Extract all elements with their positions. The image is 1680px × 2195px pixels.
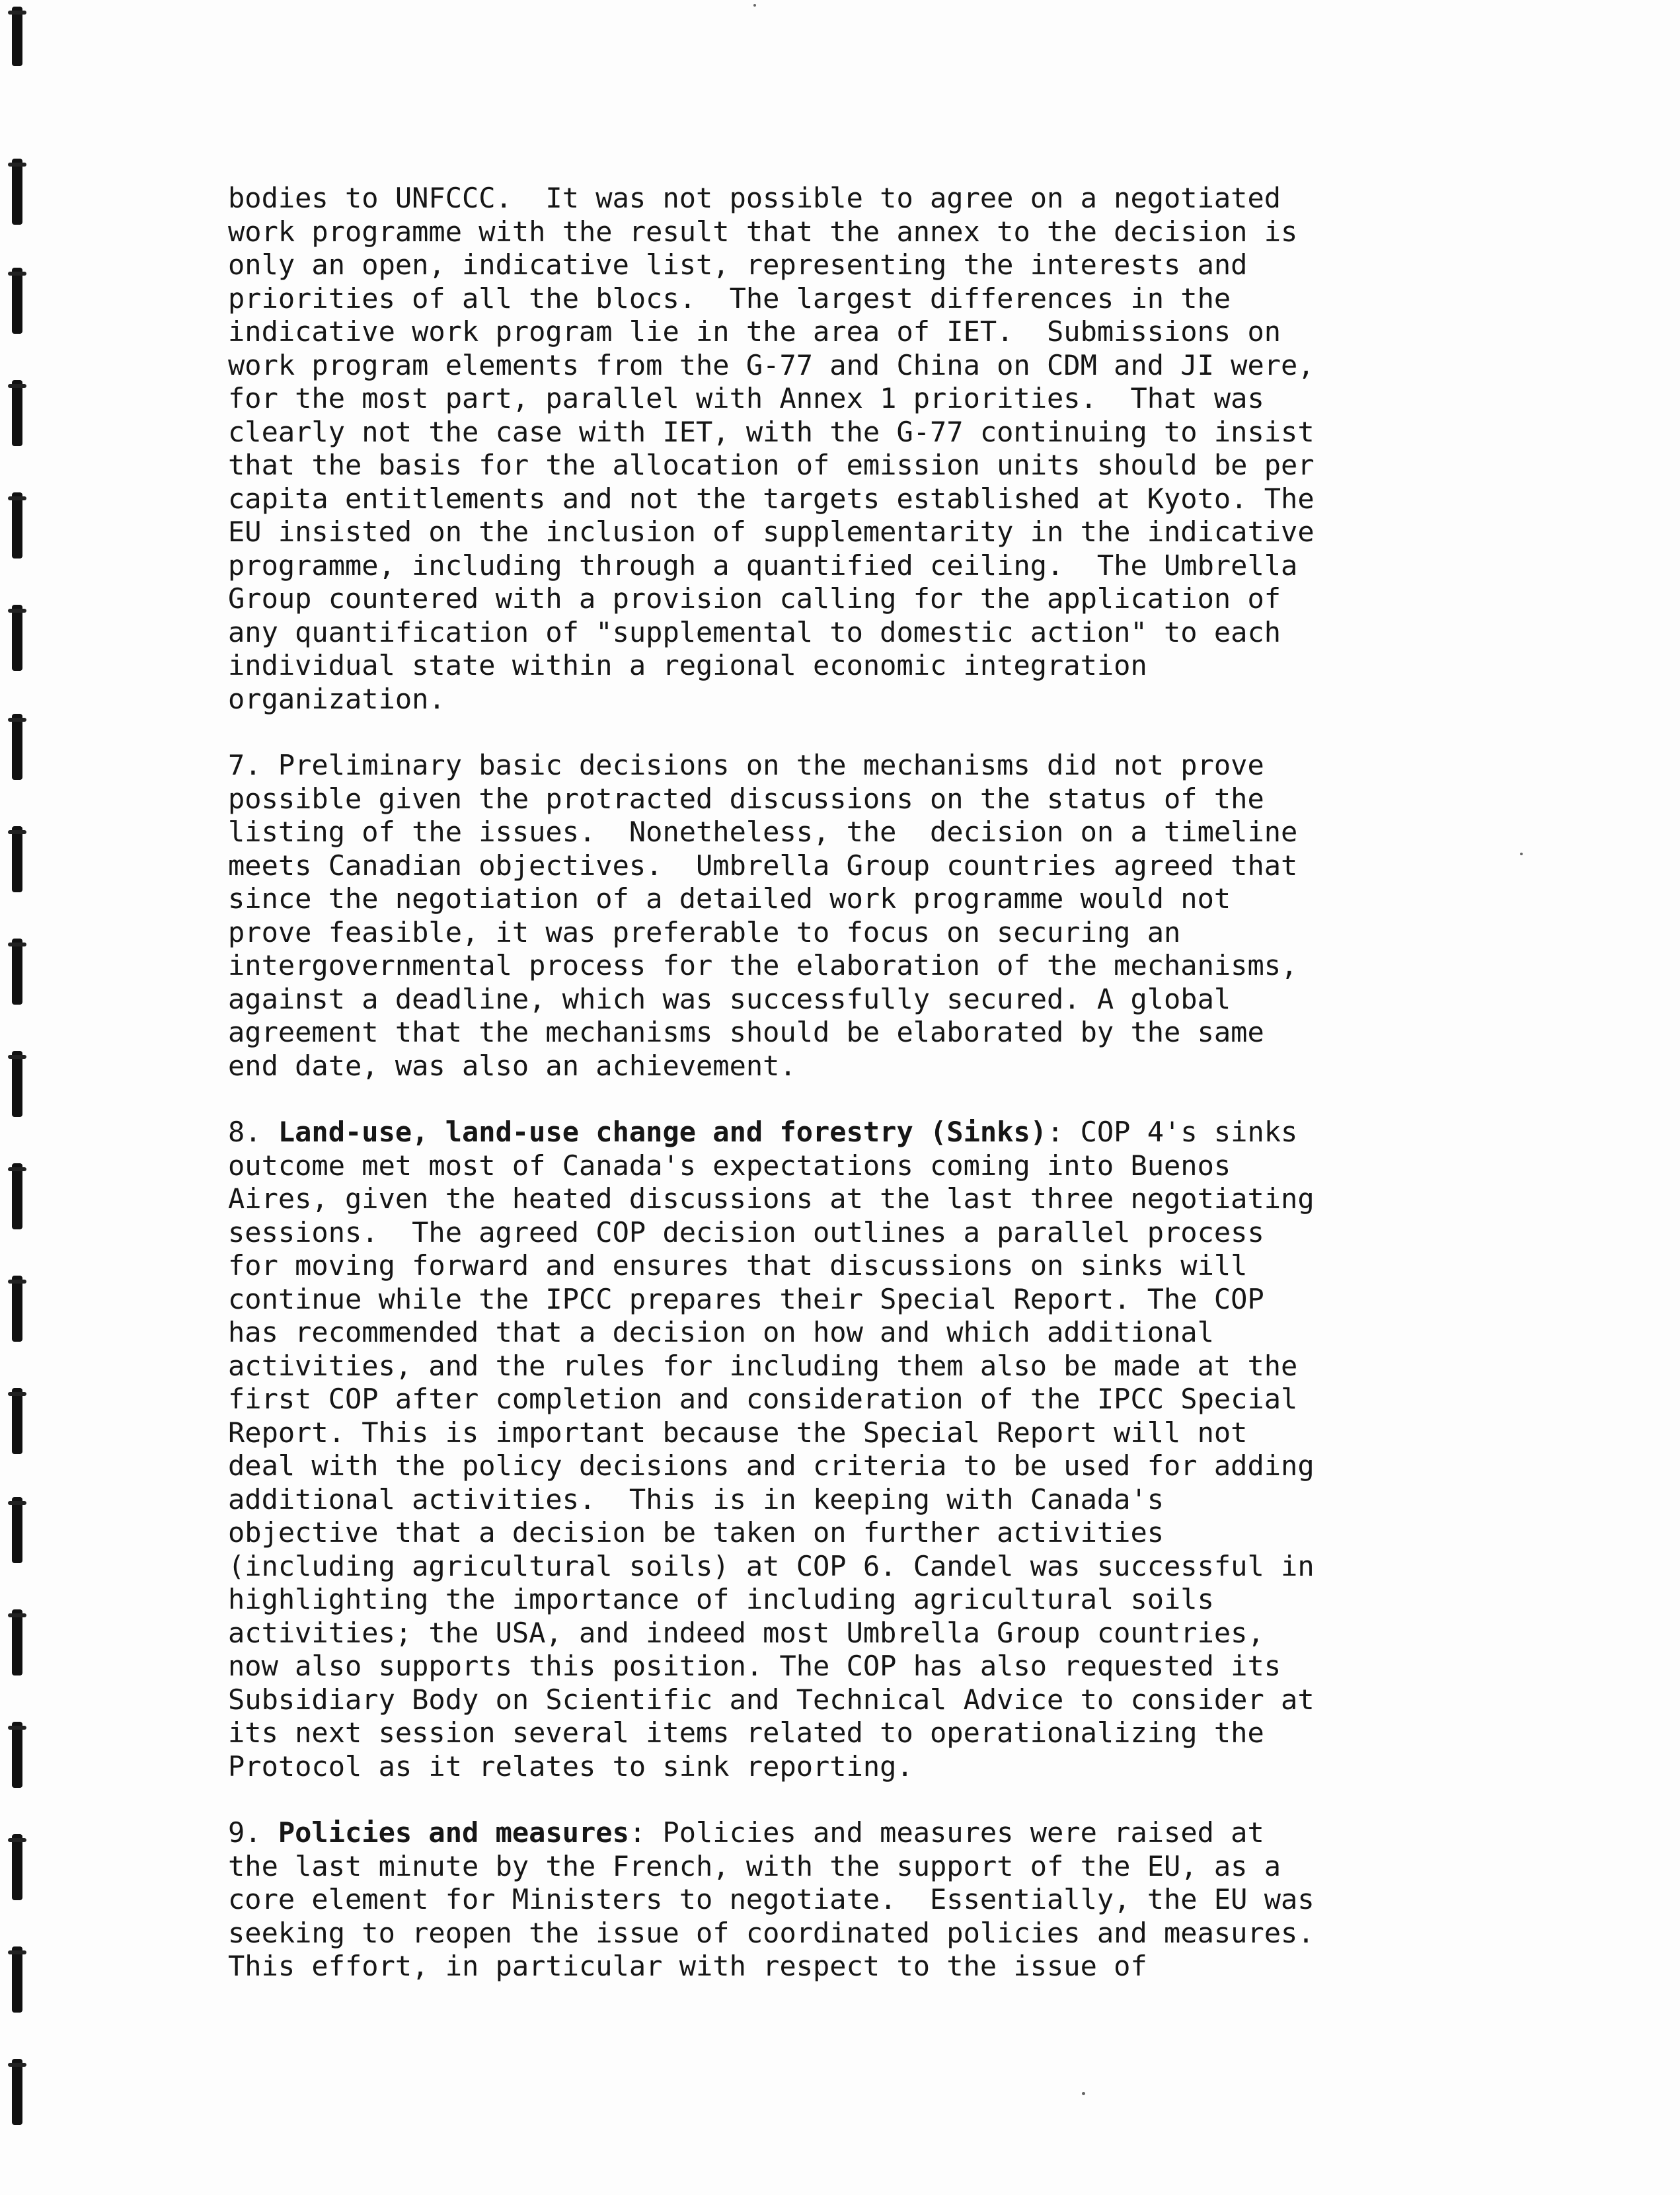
- text-line: Report. This is important because the Special Report will not: [228, 1416, 1248, 1449]
- text-line: activities; the USA, and indeed most Umbrella Group countries,: [228, 1616, 1264, 1649]
- text-line: the last minute by the French, with the support of the EU, as a: [228, 1849, 1281, 1882]
- punch-hole-icon: [12, 714, 22, 780]
- text-line: that the basis for the allocation of emission units should be per: [228, 449, 1315, 481]
- text-line: 7. Preliminary basic decisions on the mechanisms did not prove: [228, 749, 1264, 781]
- text-line: deal with the policy decisions and criteria to be used for adding: [228, 1449, 1315, 1482]
- paragraph: [228, 1816, 1550, 1983]
- text-line: objective that a decision be taken on further activities: [228, 1516, 1165, 1549]
- punch-hole-icon: [12, 939, 22, 1005]
- text-line: programme, including through a quantified ceiling. The Umbrella: [228, 549, 1298, 582]
- punch-hole-icon: [12, 268, 22, 334]
- text-line: end date, was also an achievement.: [228, 1049, 796, 1082]
- text-line: has recommended that a decision on how and which additional: [228, 1316, 1214, 1348]
- text-line: Protocol as it relates to sink reporting.: [228, 1750, 913, 1783]
- punch-hole-icon: [12, 492, 22, 558]
- binder-punch-marks: [0, 0, 40, 2195]
- text-line: Group countered with a provision calling for the application of: [228, 582, 1281, 615]
- punch-hole-icon: [12, 1834, 22, 1900]
- text-line: since the negotiation of a detailed work programme would not: [228, 882, 1231, 915]
- text-line: This effort, in particular with respect to the issue of: [228, 1950, 1147, 1982]
- scan-speck: [753, 4, 756, 7]
- text-line: for the most part, parallel with Annex 1 priorities. That was: [228, 382, 1264, 414]
- text-line: work programme with the result that the annex to the decision is: [228, 215, 1298, 248]
- text-line: priorities of all the blocs. The largest differences in the: [228, 282, 1231, 315]
- text-line: against a deadline, which was successfully secured. A global: [228, 982, 1231, 1015]
- punch-hole-icon: [12, 1722, 22, 1788]
- paragraph-number: 8.: [228, 1116, 278, 1148]
- text-line: sessions. The agreed COP decision outlines a parallel process: [228, 1215, 1264, 1249]
- text-line: meets Canadian objectives. Umbrella Group countries agreed that: [228, 849, 1298, 882]
- text-line: agreement that the mechanisms should be elaborated by the same: [228, 1016, 1264, 1048]
- text-line: bodies to UNFCCC. It was not possible to agree on a negotiated: [228, 182, 1281, 214]
- text-line: for moving forward and ensures that discussions on sinks will: [228, 1249, 1248, 1282]
- text-line: first COP after completion and consideration of the IPCC Special: [228, 1383, 1298, 1415]
- text-line: its next session several items related to operationalizing the: [228, 1716, 1264, 1749]
- paragraph: [228, 749, 1550, 1083]
- text-line: prove feasible, it was preferable to focus on securing an: [228, 915, 1181, 948]
- paragraph: [228, 1116, 1550, 1783]
- text-line: seeking to reopen the issue of coordinated policies and measures.: [228, 1916, 1315, 1949]
- text-line: capita entitlements and not the targets established at Kyoto. The: [228, 482, 1315, 515]
- scan-speck: [1082, 2092, 1085, 2095]
- text-line: highlighting the importance of including agricultural soils: [228, 1583, 1214, 1615]
- text-line: activities, and the rules for including them also be made at the: [228, 1349, 1298, 1382]
- text-line: clearly not the case with IET, with the G-77 continuing to insist: [228, 415, 1315, 448]
- text-line: outcome met most of Canada's expectations coming into Buenos: [228, 1149, 1231, 1182]
- text-line: (including agricultural soils) at COP 6. Candel was successful in: [228, 1549, 1315, 1582]
- punch-hole-icon: [12, 1051, 22, 1117]
- text-line: only an open, indicative list, representing the interests and: [228, 249, 1248, 281]
- text-line: indicative work program lie in the area of IET. Submissions on: [228, 315, 1281, 348]
- document-body: [228, 182, 1550, 1983]
- text-line: continue while the IPCC prepares their Special Report. The COP: [228, 1282, 1264, 1315]
- punch-hole-icon: [12, 826, 22, 892]
- paragraph-lead-line: [228, 1816, 1550, 1850]
- punch-hole-icon: [12, 1276, 22, 1342]
- paragraph-heading: Land-use, land-use change and forestry (Sinks): [278, 1116, 1048, 1148]
- punch-hole-icon: [12, 1609, 22, 1675]
- punch-hole-icon: [12, 605, 22, 671]
- text-line: work program elements from the G-77 and China on CDM and JI were,: [228, 348, 1315, 381]
- paragraph: [228, 182, 1550, 716]
- text-line: listing of the issues. Nonetheless, the decision on a timeline: [228, 816, 1298, 848]
- text-line: Aires, given the heated discussions at the last three negotiating: [228, 1182, 1315, 1215]
- punch-hole-icon: [12, 1388, 22, 1454]
- text-line: EU insisted on the inclusion of supplementarity in the indicative: [228, 516, 1315, 548]
- paragraph-heading: Policies and measures: [278, 1816, 629, 1849]
- paragraph-number: 9.: [228, 1816, 278, 1849]
- paragraph-lead-line: [228, 1116, 1550, 1149]
- paragraph-lead-text: : Policies and measures were raised at: [629, 1816, 1264, 1849]
- punch-hole-icon: [12, 1497, 22, 1563]
- text-line: Subsidiary Body on Scientific and Technical Advice to consider at: [228, 1683, 1315, 1716]
- text-line: now also supports this position. The COP has also requested its: [228, 1650, 1281, 1682]
- text-line: possible given the protracted discussions on the status of the: [228, 782, 1264, 815]
- punch-hole-icon: [12, 1163, 22, 1229]
- text-line: organization.: [228, 682, 445, 715]
- text-line: additional activities. This is in keeping with Canada's: [228, 1483, 1165, 1516]
- text-line: individual state within a regional economic integration: [228, 649, 1147, 681]
- punch-hole-icon: [12, 7, 22, 66]
- punch-hole-icon: [12, 380, 22, 446]
- punch-hole-icon: [12, 1946, 22, 2013]
- text-line: core element for Ministers to negotiate. Essentially, the EU was: [228, 1883, 1315, 1915]
- punch-hole-icon: [12, 2059, 22, 2125]
- punch-hole-icon: [12, 159, 22, 225]
- text-line: intergovernmental process for the elaboration of the mechanisms,: [228, 949, 1298, 982]
- paragraph-lead-text: : COP 4's sinks: [1047, 1116, 1298, 1148]
- text-line: any quantification of "supplemental to domestic action" to each: [228, 615, 1281, 648]
